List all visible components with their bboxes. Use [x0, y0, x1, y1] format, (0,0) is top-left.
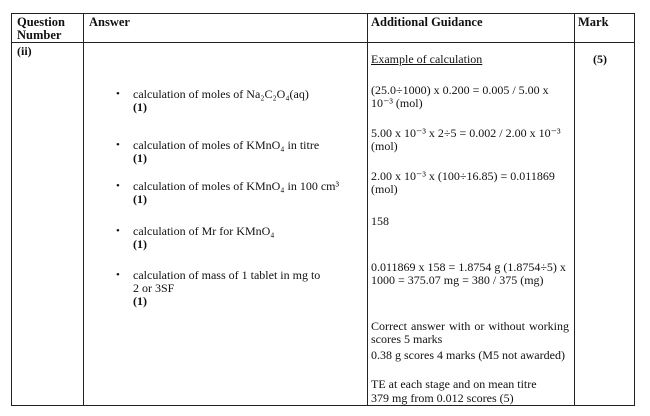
header-additional-guidance: Additional Guidance — [371, 15, 483, 29]
bullet-dot: • — [116, 139, 120, 151]
bullet-text: calculation of mass of 1 tablet in mg to 2 or 3SF — [133, 268, 321, 295]
bullet-text: calculation of Mr for KMnO₄ — [133, 224, 275, 238]
row-mark: (5) — [593, 52, 607, 66]
guidance-note: Correct answer with or without working scores 5 marks — [371, 319, 569, 346]
column-divider — [367, 14, 368, 405]
mark-scheme-table — [11, 13, 635, 406]
guidance-step: 2.00 x 10⁻³ x (100÷16.85) = 0.011869 (mol) — [371, 169, 555, 196]
guidance-heading: Example of calculation — [371, 52, 483, 66]
bullet-mark: (1) — [133, 151, 147, 165]
column-divider — [574, 14, 575, 405]
question-number: (ii) — [17, 44, 32, 58]
header-answer: Answer — [89, 15, 130, 29]
header-question-number: Question Number — [17, 15, 65, 42]
guidance-step: 158 — [371, 214, 389, 228]
guidance-step: 5.00 x 10⁻³ x 2÷5 = 0.002 / 2.00 x 10⁻³ (mol) — [371, 126, 561, 153]
bullet-dot: • — [116, 225, 120, 237]
header-divider — [12, 42, 634, 43]
bullet-text: calculation of moles of KMnO₄ in 100 cm³ — [133, 179, 340, 193]
guidance-step: 0.011869 x 158 = 1.8754 g (1.8754÷5) x 1000 = 375.07 mg = 380 / 375 (mg) — [371, 260, 566, 287]
bullet-mark: (1) — [133, 294, 147, 308]
guidance-note: 0.38 g scores 4 marks (M5 not awarded) — [371, 348, 565, 362]
bullet-text: calculation of moles of Na₂C₂O₄(aq) — [133, 87, 309, 101]
guidance-note: 379 mg from 0.012 scores (5) — [371, 391, 514, 405]
bullet-dot: • — [116, 88, 120, 100]
guidance-note: TE at each stage and on mean titre — [371, 377, 537, 391]
bullet-mark: (1) — [133, 192, 147, 206]
bullet-mark: (1) — [133, 237, 147, 251]
bullet-text: calculation of moles of KMnO₄ in titre — [133, 138, 320, 152]
guidance-step: (25.0÷1000) x 0.200 = 0.005 / 5.00 x 10⁻³ (mol) — [371, 83, 549, 110]
column-divider — [83, 14, 84, 405]
bullet-dot: • — [116, 269, 120, 281]
bullet-mark: (1) — [133, 100, 147, 114]
header-mark: Mark — [578, 15, 609, 29]
bullet-dot: • — [116, 180, 120, 192]
